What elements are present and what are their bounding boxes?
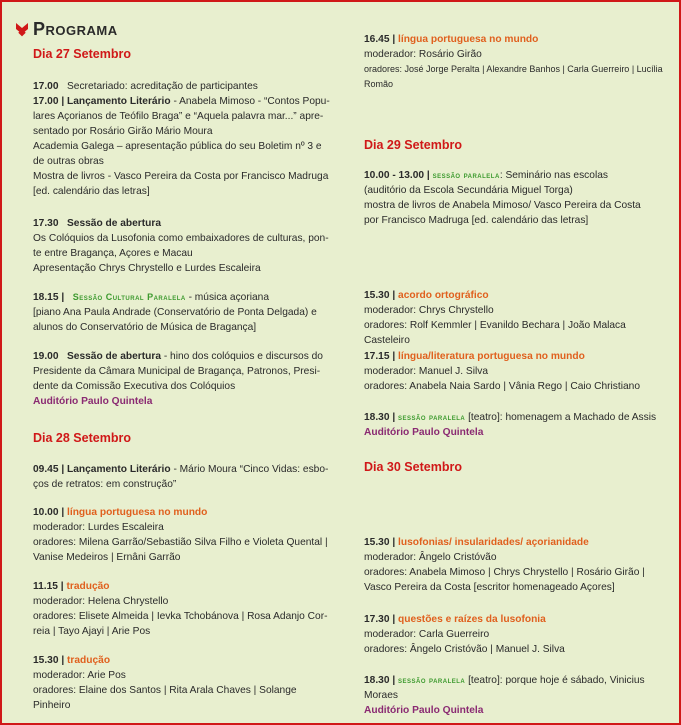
day-heading: Dia 29 Setembro bbox=[364, 138, 462, 152]
chevron-icon bbox=[15, 22, 29, 38]
session-block: 17.00 Secretariado: acreditação de participantes 17.00 | Lançamento Literário - Anabela Mimoso - “Contos Popu- lares Açorianos de Teófilo Braga” e “Aquela palavra mar...” apre- sentado por Rosário Girão Mário Moura Academia Galega – apresentação pública do seu Boletim nº 3 e de outras obras Mostra de livros - Vasco Pereira da Costa por Francisco Madruga [ed. calendário das letras] bbox=[33, 81, 330, 197]
page-title: PROGRAMA bbox=[33, 19, 118, 39]
venue-label: Auditório Paulo Quintela bbox=[33, 396, 153, 407]
session-block: 15.30 | tradução moderador: Arie Pos oradores: Elaine dos Santos | Rita Arala Chaves | Solange Pinheiro bbox=[33, 655, 297, 711]
day-heading: Dia 28 Setembro bbox=[33, 431, 131, 445]
session-block: 18.15 | Sessão Cultural Paralela - música açoriana [piano Ana Paula Andrade (Conservatório de Ponta Delgada) e alunos do Conservatório de Música de Bragança] bbox=[33, 292, 317, 333]
day-heading: Dia 30 Setembro bbox=[364, 460, 462, 474]
session-block: 15.30 | acordo ortográfico moderador: Chrys Chrystello oradores: Rolf Kemmler | Evanildo Bechara | João Malaca Casteleiro bbox=[364, 290, 626, 346]
session-block: 17.30 | questões e raízes da lusofonia moderador: Carla Guerreiro oradores: Ângelo Cristóvão | Manuel J. Silva bbox=[364, 614, 565, 655]
venue-label: Auditório Paulo Quintela bbox=[364, 427, 484, 438]
session-block: 16.45 | língua portuguesa no mundo moderador: Rosário Girão oradores: José Jorge Peralta | Alexandre Banhos | Carla Guerreiro | Lucília Romão bbox=[364, 34, 663, 89]
session-block: 15.30 | lusofonias/ insularidades/ açorianidade moderador: Ângelo Cristóvão oradores: Anabela Mimoso | Chrys Chrystello | Rosário Girão | Vasco Pereira da Costa [escritor homenageado Açores] bbox=[364, 537, 645, 593]
session-block: 10.00 | língua portuguesa no mundo moderador: Lurdes Escaleira oradores: Milena Garrão/Sebastião Silva Filho e Violeta Quental | Vanise Medeiros | Ernâni Garrão bbox=[33, 507, 328, 563]
venue-label: Auditório Paulo Quintela bbox=[364, 705, 484, 716]
session-block: 10.00 - 13.00 | sessão paralela: Seminário nas escolas (auditório da Escola Secundária Miguel Torga) mostra de livros de Anabela Mimoso/ Vasco Pereira da Costa por Francisco Madruga [ed. calendário das letras] bbox=[364, 170, 641, 226]
session-block: 17.30 Sessão de abertura Os Colóquios da Lusofonia como embaixadores de culturas, pon- te entre Bragança, Açores e Macau Apresentação Chrys Chrystello e Lurdes Escaleira bbox=[33, 218, 329, 274]
session-block: 17.15 | língua/literatura portuguesa no mundo moderador: Manuel J. Silva oradores: Anabela Naia Sardo | Vânia Rego | Caio Christiano bbox=[364, 351, 640, 392]
session-block: 11.15 | tradução moderador: Helena Chrystello oradores: Elisete Almeida | Ievka Tchobánova | Rosa Adanjo Cor- reia | Tayo Ajayi | Arie Pos bbox=[33, 581, 328, 637]
session-block: 18.30 | sessão paralela [teatro]: porque hoje é sábado, Vinicius Moraes Auditório Paulo Quintela bbox=[364, 673, 664, 718]
session-block: 18.30 | sessão paralela [teatro]: homenagem a Machado de Assis Auditório Paulo Quintela bbox=[364, 410, 664, 440]
session-block: 09.45 | Lançamento Literário - Mário Moura “Cinco Vidas: esbo- ços de retratos: em construção” bbox=[33, 464, 329, 490]
session-block: 19.00 Sessão de abertura - hino dos colóquios e discursos do Presidente da Câmara Municipal de Bragança, Patronos, Presi- dente da Comissão Executiva dos Colóquios Auditório Paulo Quintela bbox=[33, 349, 335, 409]
day-heading: Dia 27 Setembro bbox=[33, 47, 131, 61]
